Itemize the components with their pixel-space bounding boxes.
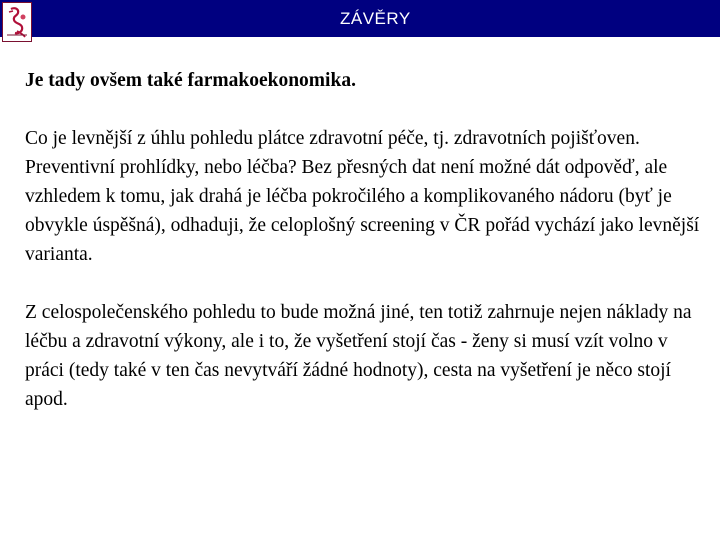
- paragraph-2: Z celospolečenského pohledu to bude možná jiné, ten totiž zahrnuje nejen náklady na léčbu a zdravotní výkony, ale i to, že vyšetření stojí čas - ženy si musí vzít volno v práci (tedy také v ten čas nevytváří žádné hodnoty), cesta na vyšetření je něco stojí apod.: [25, 302, 692, 410]
- slide-title: ZÁVĚRY: [340, 9, 411, 28]
- header-bar: [0, 0, 720, 37]
- lead-text: Je tady ovšem také farmakoekonomika.: [25, 70, 356, 91]
- slide-body: [25, 66, 705, 443]
- paragraph-1: Co je levnější z úhlu pohledu plátce zdravotní péče, tj. zdravotních pojišťoven. Preventivní prohlídky, nebo léčba? Bez přesných dat není možné dát odpověď, ale vzhledem k tomu, jak drahá je léčba pokročilého a komplikovaného nádoru (byť je obvykle úspěšná), odhaduji, že celoplošný screening v ČR pořád vychází jako levnější varianta.: [25, 128, 700, 265]
- stork-logo-icon: [2, 2, 32, 42]
